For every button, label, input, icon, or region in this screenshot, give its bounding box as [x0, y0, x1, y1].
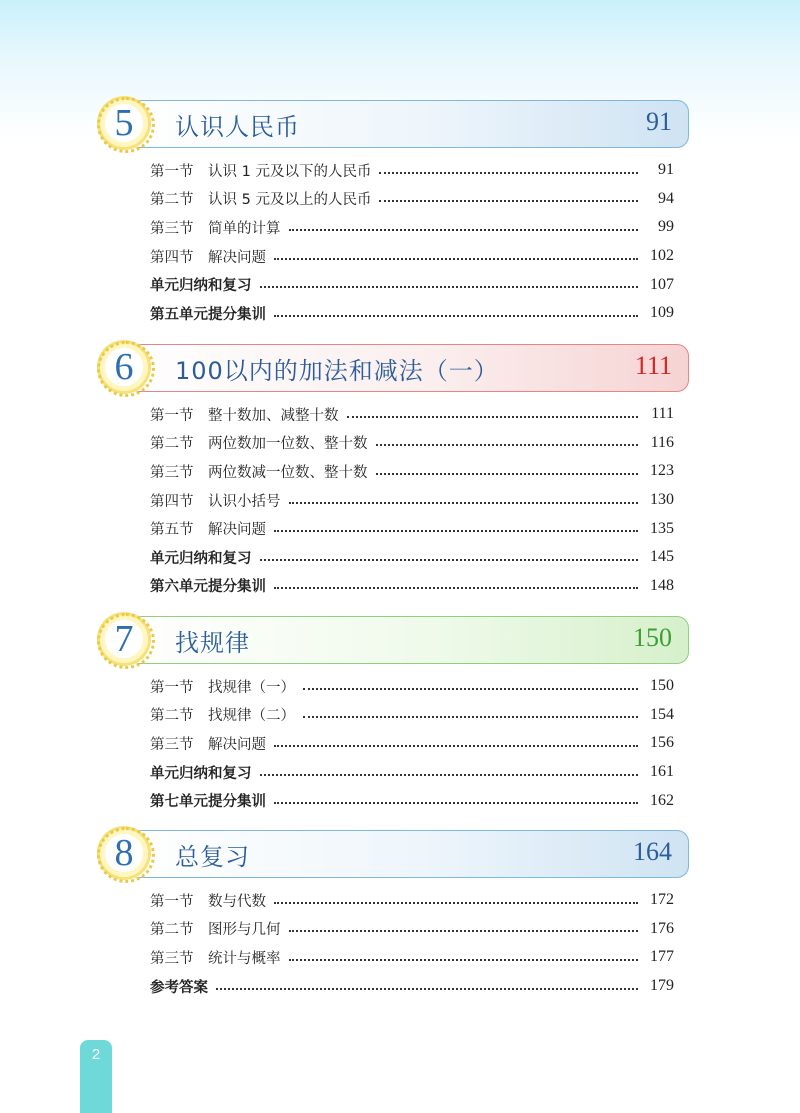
unit-number: 8: [114, 832, 134, 874]
unit-7-section: [95, 612, 690, 815]
toc-entry[interactable]: 第二节 认识 5 元及以上的人民币 94: [150, 189, 674, 209]
unit-header: [95, 612, 690, 666]
unit-page-number: 164: [633, 837, 672, 866]
toc-entry[interactable]: 第一节 找规律（一） 150: [150, 677, 674, 696]
dot-leader: [347, 415, 639, 418]
unit-title: 认识人民币: [175, 113, 300, 141]
toc-entry-practice[interactable]: 第五单元提分集训 109: [150, 304, 674, 323]
unit-title: 总复习: [175, 843, 250, 871]
dot-leader: [379, 199, 638, 202]
unit-number: 7: [114, 618, 134, 660]
unit-title: 找规律: [175, 629, 250, 657]
dot-leader: [289, 958, 639, 961]
dot-leader: [274, 744, 638, 747]
unit-number-badge: [95, 612, 153, 666]
unit-page-number: 91: [646, 107, 672, 136]
toc-list: [95, 400, 690, 600]
dot-leader: [274, 801, 638, 804]
unit-5-section: [95, 96, 690, 328]
dot-leader: [260, 285, 639, 288]
toc-entry[interactable]: 第一节 认识 1 元及以下的人民币 91: [150, 161, 674, 180]
toc-entry-practice[interactable]: 第七单元提分集训 162: [150, 791, 674, 811]
unit-6-section: [95, 340, 690, 600]
toc-entry-practice[interactable]: 第六单元提分集训 148: [150, 576, 674, 596]
toc-entry-review[interactable]: 单元归纳和复习 107: [150, 275, 674, 295]
toc-entry[interactable]: 第五节 解决问题 135: [150, 519, 674, 539]
toc-entry[interactable]: 第二节 两位数加一位数、整十数 116: [150, 433, 674, 453]
toc-entry[interactable]: 第四节 解决问题 102: [150, 247, 674, 266]
unit-header: [95, 826, 690, 880]
toc-entry[interactable]: 第三节 解决问题 156: [150, 734, 674, 753]
dot-leader: [274, 314, 638, 317]
dot-leader: [216, 987, 638, 990]
dot-leader: [376, 443, 639, 446]
toc-entry-review[interactable]: 单元归纳和复习 161: [150, 763, 674, 782]
dot-leader: [289, 228, 639, 231]
unit-number-badge: [95, 826, 153, 880]
dot-leader: [274, 901, 638, 904]
unit-number: 5: [114, 102, 134, 144]
toc-list: [95, 156, 690, 328]
dot-leader: [303, 715, 638, 718]
toc-entry-review[interactable]: 单元归纳和复习 145: [150, 548, 674, 567]
page-number: 2: [91, 1046, 101, 1063]
unit-header: [95, 340, 690, 394]
dot-leader: [260, 773, 639, 776]
toc-entry[interactable]: 第二节 找规律（二） 154: [150, 705, 674, 725]
unit-8-section: [95, 826, 690, 1000]
toc-entry[interactable]: 第二节 图形与几何 176: [150, 919, 674, 939]
dot-leader: [289, 929, 639, 932]
toc-entry[interactable]: 第一节 整十数加、减整十数 111: [150, 405, 674, 424]
unit-page-number: 111: [634, 351, 672, 380]
unit-header: [95, 96, 690, 150]
unit-number-badge: [95, 340, 153, 394]
dot-leader: [274, 257, 638, 260]
unit-page-number: 150: [633, 623, 672, 652]
dot-leader: [289, 501, 639, 504]
toc-list: [95, 672, 690, 815]
dot-leader: [376, 472, 639, 475]
toc-entry-answers[interactable]: 参考答案 179: [150, 977, 674, 996]
dot-leader: [274, 586, 638, 589]
toc-entry[interactable]: 第三节 简单的计算 99: [150, 218, 674, 237]
dot-leader: [274, 529, 638, 532]
dot-leader: [379, 171, 638, 174]
dot-leader: [260, 558, 639, 561]
dot-leader: [303, 687, 638, 690]
unit-number-badge: [95, 96, 153, 150]
toc-list: [95, 886, 690, 1000]
toc-entry[interactable]: 第三节 两位数减一位数、整十数 123: [150, 462, 674, 481]
unit-title: 100以内的加法和减法（一）: [175, 357, 499, 385]
page-number-tab: [80, 1040, 112, 1113]
toc-entry[interactable]: 第三节 统计与概率 177: [150, 948, 674, 967]
unit-number: 6: [114, 346, 134, 388]
toc-entry[interactable]: 第一节 数与代数 172: [150, 891, 674, 910]
toc-entry[interactable]: 第四节 认识小括号 130: [150, 491, 674, 510]
